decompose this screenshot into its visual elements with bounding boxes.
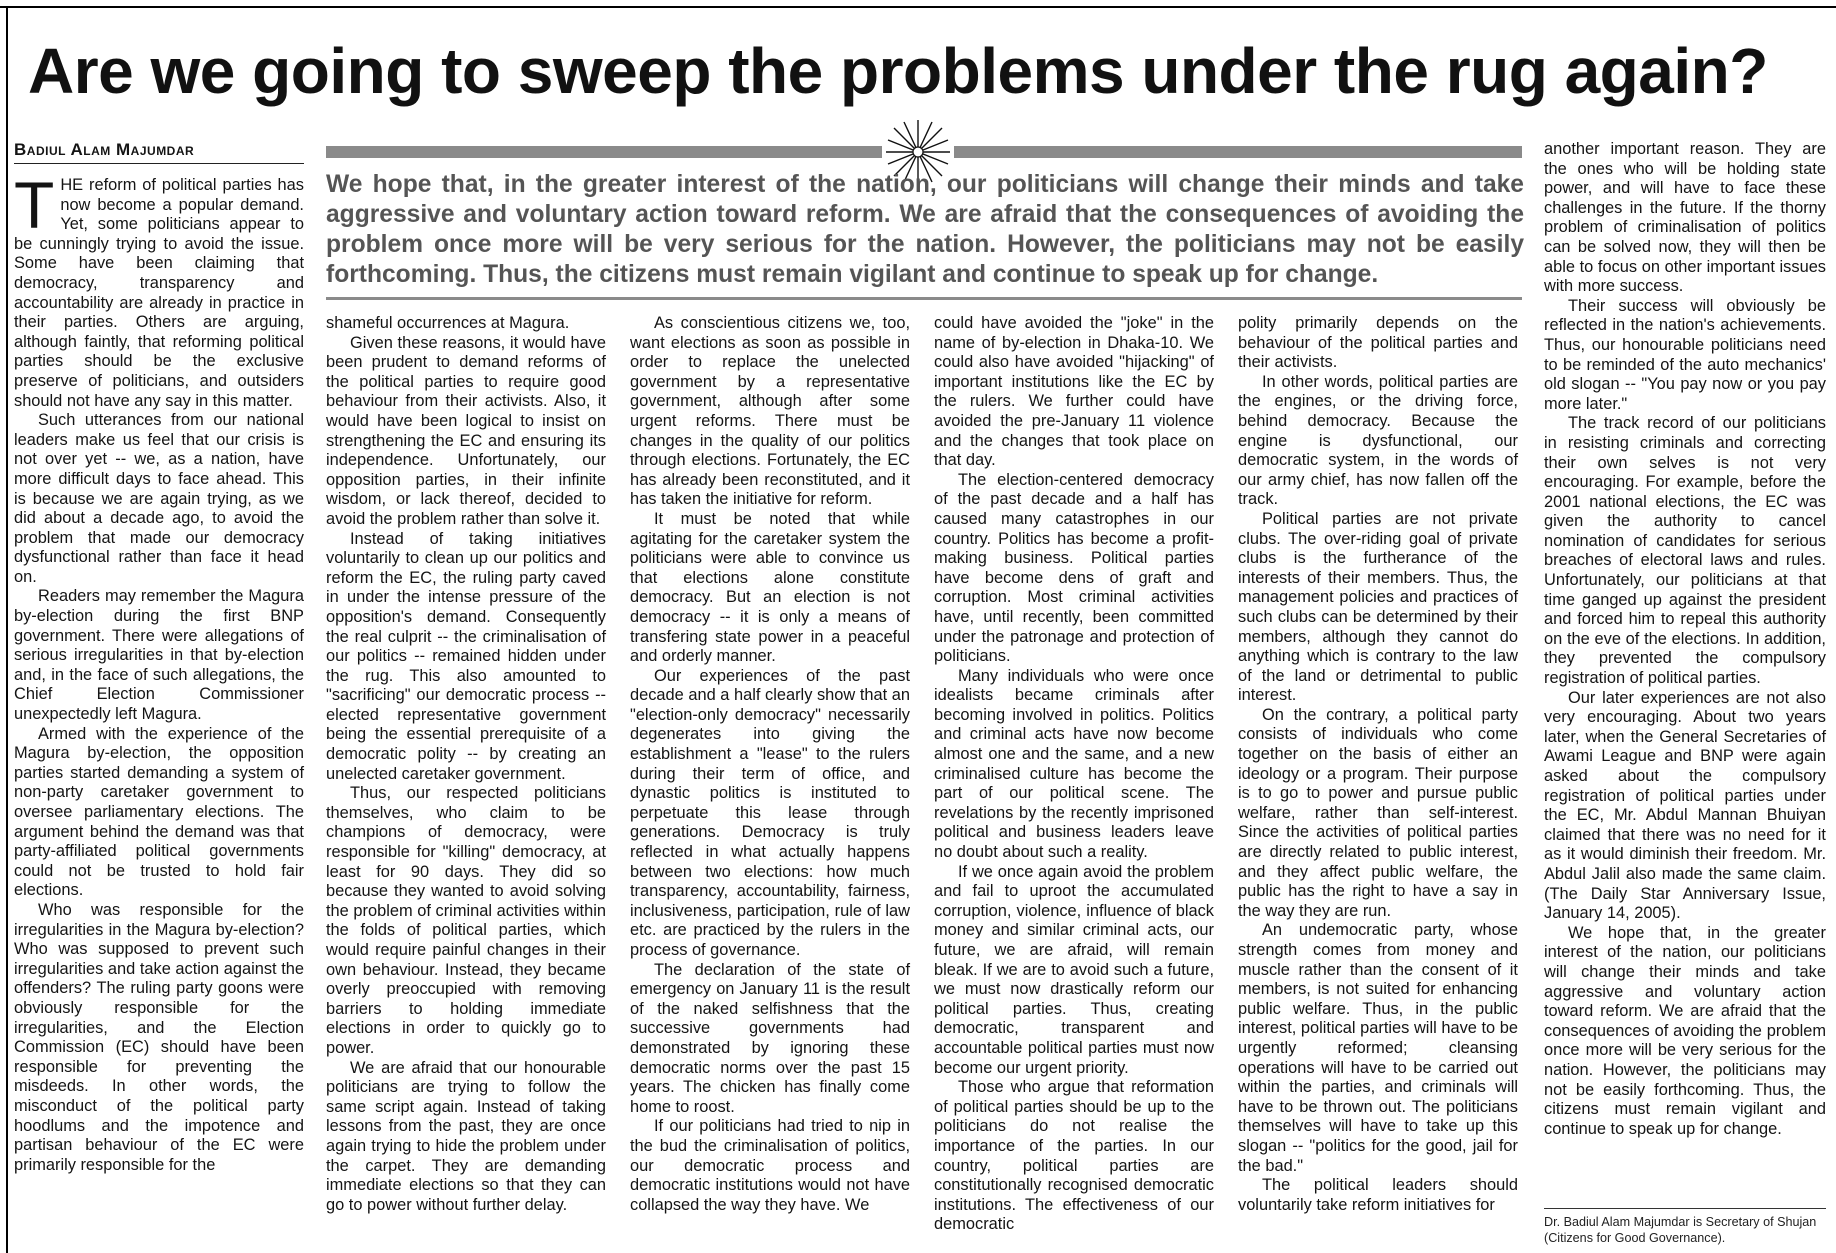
article-paragraph: As conscientious citizens we, too, want elections as soon as possible in order to replace the unelected government by a representative government, although after some urgent reforms. There must be changes in the quality of our politics through elections. Fortunately, the EC has already been reconstituted, and it has taken the initiative for reform.	[630, 314, 910, 509]
byline-divider	[14, 163, 304, 164]
article-column-2	[326, 314, 606, 1215]
article-paragraph: Readers may remember the Magura by-election during the first BNP government. There were allegations of serious irregularities in that by-election and, in the face of such allegations, the Chief Election Commissioner unexpectedly left Magura.	[14, 587, 304, 724]
article-paragraph: The track record of our politicians in resisting criminals and correcting their own selves is not very encouraging. For example, before the 2001 national elections, the EC was given the authority to cancel nomination of candidates for serious breaches of electoral laws and rules. Unfortunately, our politicians at that time ganged up against the president and forced him to repeal this authority on the eve of the elections. In addition, they prevented the compulsory registration of political parties.	[1544, 414, 1826, 688]
article-paragraph: Many individuals who were once idealists became criminals after becoming involved in politics. Politics and criminal acts have now become almost one and the same, and a new criminalised culture has become the part of our political scene. The revelations by the recently imprisoned political and business leaders leave no doubt about such a reality.	[934, 666, 1214, 862]
article-paragraph: could have avoided the "joke" in the name of by-election in Dhaka-10. We could also have avoided "hijacking" of important institutions like the EC by the rulers. We further could have avoided the pre-January 11 violence and the changes that took place on that day.	[934, 314, 1214, 470]
article-column-4	[934, 314, 1214, 1235]
article-paragraph: The election-centered democracy of the past decade and a half has caused many catastrophes in our country. Politics has become a profit-making business. Political parties have become dens of graft and corruption. Most criminal activities have, until recently, been committed under the patronage and protection of politicians.	[934, 470, 1214, 666]
article-paragraph: polity primarily depends on the behaviour of the political parties and their activists.	[1238, 314, 1518, 372]
article-paragraph: Who was responsible for the irregularities in the Magura by-election? Who was supposed to prevent such irregularities and take action against the offenders? The ruling party goons were obviously responsible for the irregularities, and the Election Commission (EC) should have been responsible for preventing the misdeeds. In other words, the misconduct of the political party hoodlums and the impotence and partisan behaviour of the EC were primarily responsible for the	[14, 900, 304, 1174]
article-paragraph: Such utterances from our national leaders make us feel that our crisis is not over yet -- we, as a nation, have more difficult days to face ahead. This is because we are again trying, as we did about a decade ago, to avoid the problem that made our democracy dysfunctional rather than face it head on.	[14, 411, 304, 586]
article-paragraph: Armed with the experience of the Magura by-election, the opposition parties started demanding a system of non-party caretaker government to oversee parliamentary elections. The argument behind the demand was that party-affiliated political governments could not be trusted to hold fair elections.	[14, 724, 304, 900]
left-border-rule	[6, 6, 8, 1253]
drop-cap: T	[14, 168, 55, 242]
footnote-divider	[1544, 1208, 1826, 1209]
article-paragraph: Our experiences of the past decade and a half clearly show that an "election-only democracy" necessarily degenerates into giving the establishment a "lease" to the rulers during their term of office, and dynastic politics is instituted to perpetuate this lease through generations. Democracy is truly reflected in what actually happens between two elections: how much transparency, accountability, fairness, inclusiveness, participation, rule of law etc. are practiced by the rulers in the process of governance.	[630, 666, 910, 959]
article-paragraph: Their success will obviously be reflected in the nation's achievements. Thus, our honourable politicians need to be reminded of the auto mechanics' old slogan -- "You pay now or you pay more later."	[1544, 296, 1826, 413]
article-column-6	[1544, 140, 1826, 1139]
article-paragraph: On the contrary, a political party consists of individuals who come together on the basis of either an ideology or a program. Their purpose is to go to power and pursue public welfare, rather than self-interest. Since the activities of political parties are directly related to public interest, and they affect public welfare, the public has the right to have a say in the way they are run.	[1238, 705, 1518, 920]
article-paragraph: Our later experiences are not also very encouraging. About two years later, when the General Secretaries of Awami League and BNP were again asked about the compulsory registration of political parties under the EC, Mr. Abdul Mannan Bhuiyan claimed that there was no need for it as it would diminish their freedom. Mr. Abdul Jalil also made the same claim. (The Daily Star Anniversary Issue, January 14, 2005).	[1544, 688, 1826, 923]
pull-quote: We hope that, in the greater interest of the nation, our politicians will change their minds and take aggressive and voluntary action toward reform. We are afraid that the consequences of avoiding the problem once more will be very serious for the nation. However, the politicians may not be easily forthcoming. Thus, the citizens must remain vigilant and continue to speak up for change.	[326, 171, 1524, 288]
article-paragraph: If we once again avoid the problem and fail to uproot the accumulated corruption, violence, influence of black money and similar criminal acts, our future, we are afraid, will remain bleak. If we are to avoid such a future, we must now drastically reform our political parties. Thus, creating democratic, transparent and accountable political parties must now become our urgent priority.	[934, 862, 1214, 1077]
article-paragraph: We are afraid that our honourable politicians are trying to follow the same script again. Instead of taking lessons from the past, they are once again trying to hide the problem under the carpet. They are demanding immediate elections so that they can go to power without further delay.	[326, 1058, 606, 1214]
article-column-1	[14, 168, 304, 1175]
article-paragraph: In other words, political parties are the engines, or the driving force, behind democracy. Because the engine is dysfunctional, our democratic system, in the words of our army chief, has now fallen off the track.	[1238, 372, 1518, 509]
pull-quote-bottom-rule	[326, 297, 1522, 300]
article-paragraph: The political leaders should voluntarily take reform initiatives for	[1238, 1176, 1518, 1214]
author-footnote: Dr. Badiul Alam Majumdar is Secretary of Shujan (Citizens for Good Governance).	[1544, 1215, 1817, 1245]
article-paragraph: Political parties are not private clubs. The over-riding goal of private clubs is the furtherance of the interests of their members. Thus, the management policies and practices of such clubs can be determined by their members, although they cannot do anything which is contrary to the law of the land or detrimental to public interest.	[1238, 509, 1518, 705]
article-column-3	[630, 314, 910, 1215]
article-paragraph: another important reason. They are the ones who will be holding state power, and will have to face these challenges in the future. If the thorny problem of criminalisation of politics can be solved now, they will then be able to focus on other important issues with more success.	[1544, 140, 1826, 296]
article-paragraph: We hope that, in the greater interest of the nation, our politicians will change their minds and take aggressive and voluntary action toward reform. We are afraid that the consequences of avoiding the problem once more will be very serious for the nation. However, the politicians may not be easily forthcoming. Thus, the citizens must remain vigilant and continue to speak up for change.	[1544, 923, 1826, 1138]
article-column-5	[1238, 314, 1518, 1215]
article-paragraph: shameful occurrences at Magura.	[326, 314, 570, 332]
article-paragraph	[14, 168, 304, 411]
article-paragraph: An undemocratic party, whose strength comes from money and muscle rather than the consent of it members, is not suited for enhancing public welfare. Thus, in the public interest, political parties will have to be urgently reformed; cleansing operations will have to be carried out within the parties, and criminals will have to be thrown out. The politicians themselves will have to take up this slogan -- "politics for the good, jail for the bad."	[1238, 921, 1518, 1175]
paragraph-text: HE reform of political parties has now become a popular demand. Yet, some politicians appear to be cunningly trying to avoid the issue. Some have been claiming that democracy, transparency and accountability are already in practice in their parties. Others are arguing, although faintly, that reforming political parties should be the exclusive preserve of politicians, and outsiders should not have any say in this matter.	[14, 176, 304, 410]
byline: Badiul Alam Majumdar	[14, 140, 195, 159]
top-border-rule	[0, 6, 1836, 8]
article-paragraph: Thus, our respected politicians themselves, who claim to be champions of democracy, were responsible for "killing" democracy, at least for 90 days. They did so because they wanted to avoid solving the problem of criminal activities within the folds of political parties, which would require painful changes in their own behaviour. Instead, they became overly preoccupied with removing barriers to holding immediate elections in order to quickly go to power.	[326, 784, 606, 1057]
article-paragraph: Those who argue that reformation of political parties should be up to the politicians do not realise the importance of the parties. In our country, political parties are constitutionally recognised democratic institutions. The effectiveness of our democratic	[934, 1078, 1214, 1234]
headline: Are we going to sweep the problems under the rug again?	[28, 35, 1768, 107]
article-paragraph: The declaration of the state of emergency on January 11 is the result of the naked selfishness that the successive governments had demonstrated by ignoring these democratic norms over the past 15 years. The chicken has finally come home to roost.	[630, 960, 910, 1116]
article-paragraph: Given these reasons, it would have been prudent to demand reforms of the political parties to require good behaviour from their activists. Also, it would have been logical to insist on strengthening the EC and ensuring its independence. Unfortunately, our opposition parties, in their infinite wisdom, or lack thereof, decided to avoid the problem rather than solve it.	[326, 333, 606, 528]
article-paragraph: It must be noted that while agitating for the caretaker system the politicians were able to convince us that elections alone constitute democracy. But an election is not democracy -- it is only a means of transfering state power in a peaceful and orderly manner.	[630, 509, 910, 666]
article-paragraph: If our politicians had tried to nip in the bud the criminalisation of politics, our democratic process and democratic institutions would not have collapsed the way they have. We	[630, 1117, 910, 1214]
article-paragraph: Instead of taking initiatives voluntarily to clean up our politics and reform the EC, the ruling party caved in under the intense pressure of the opposition's demand. Consequently the real culprit -- the criminalisation of our politics -- remained hidden under the rug. This also amounted to "sacrificing" our democratic process -- elected representative government being the essential prerequisite of a democratic polity -- by creating an unelected caretaker government.	[326, 529, 606, 783]
